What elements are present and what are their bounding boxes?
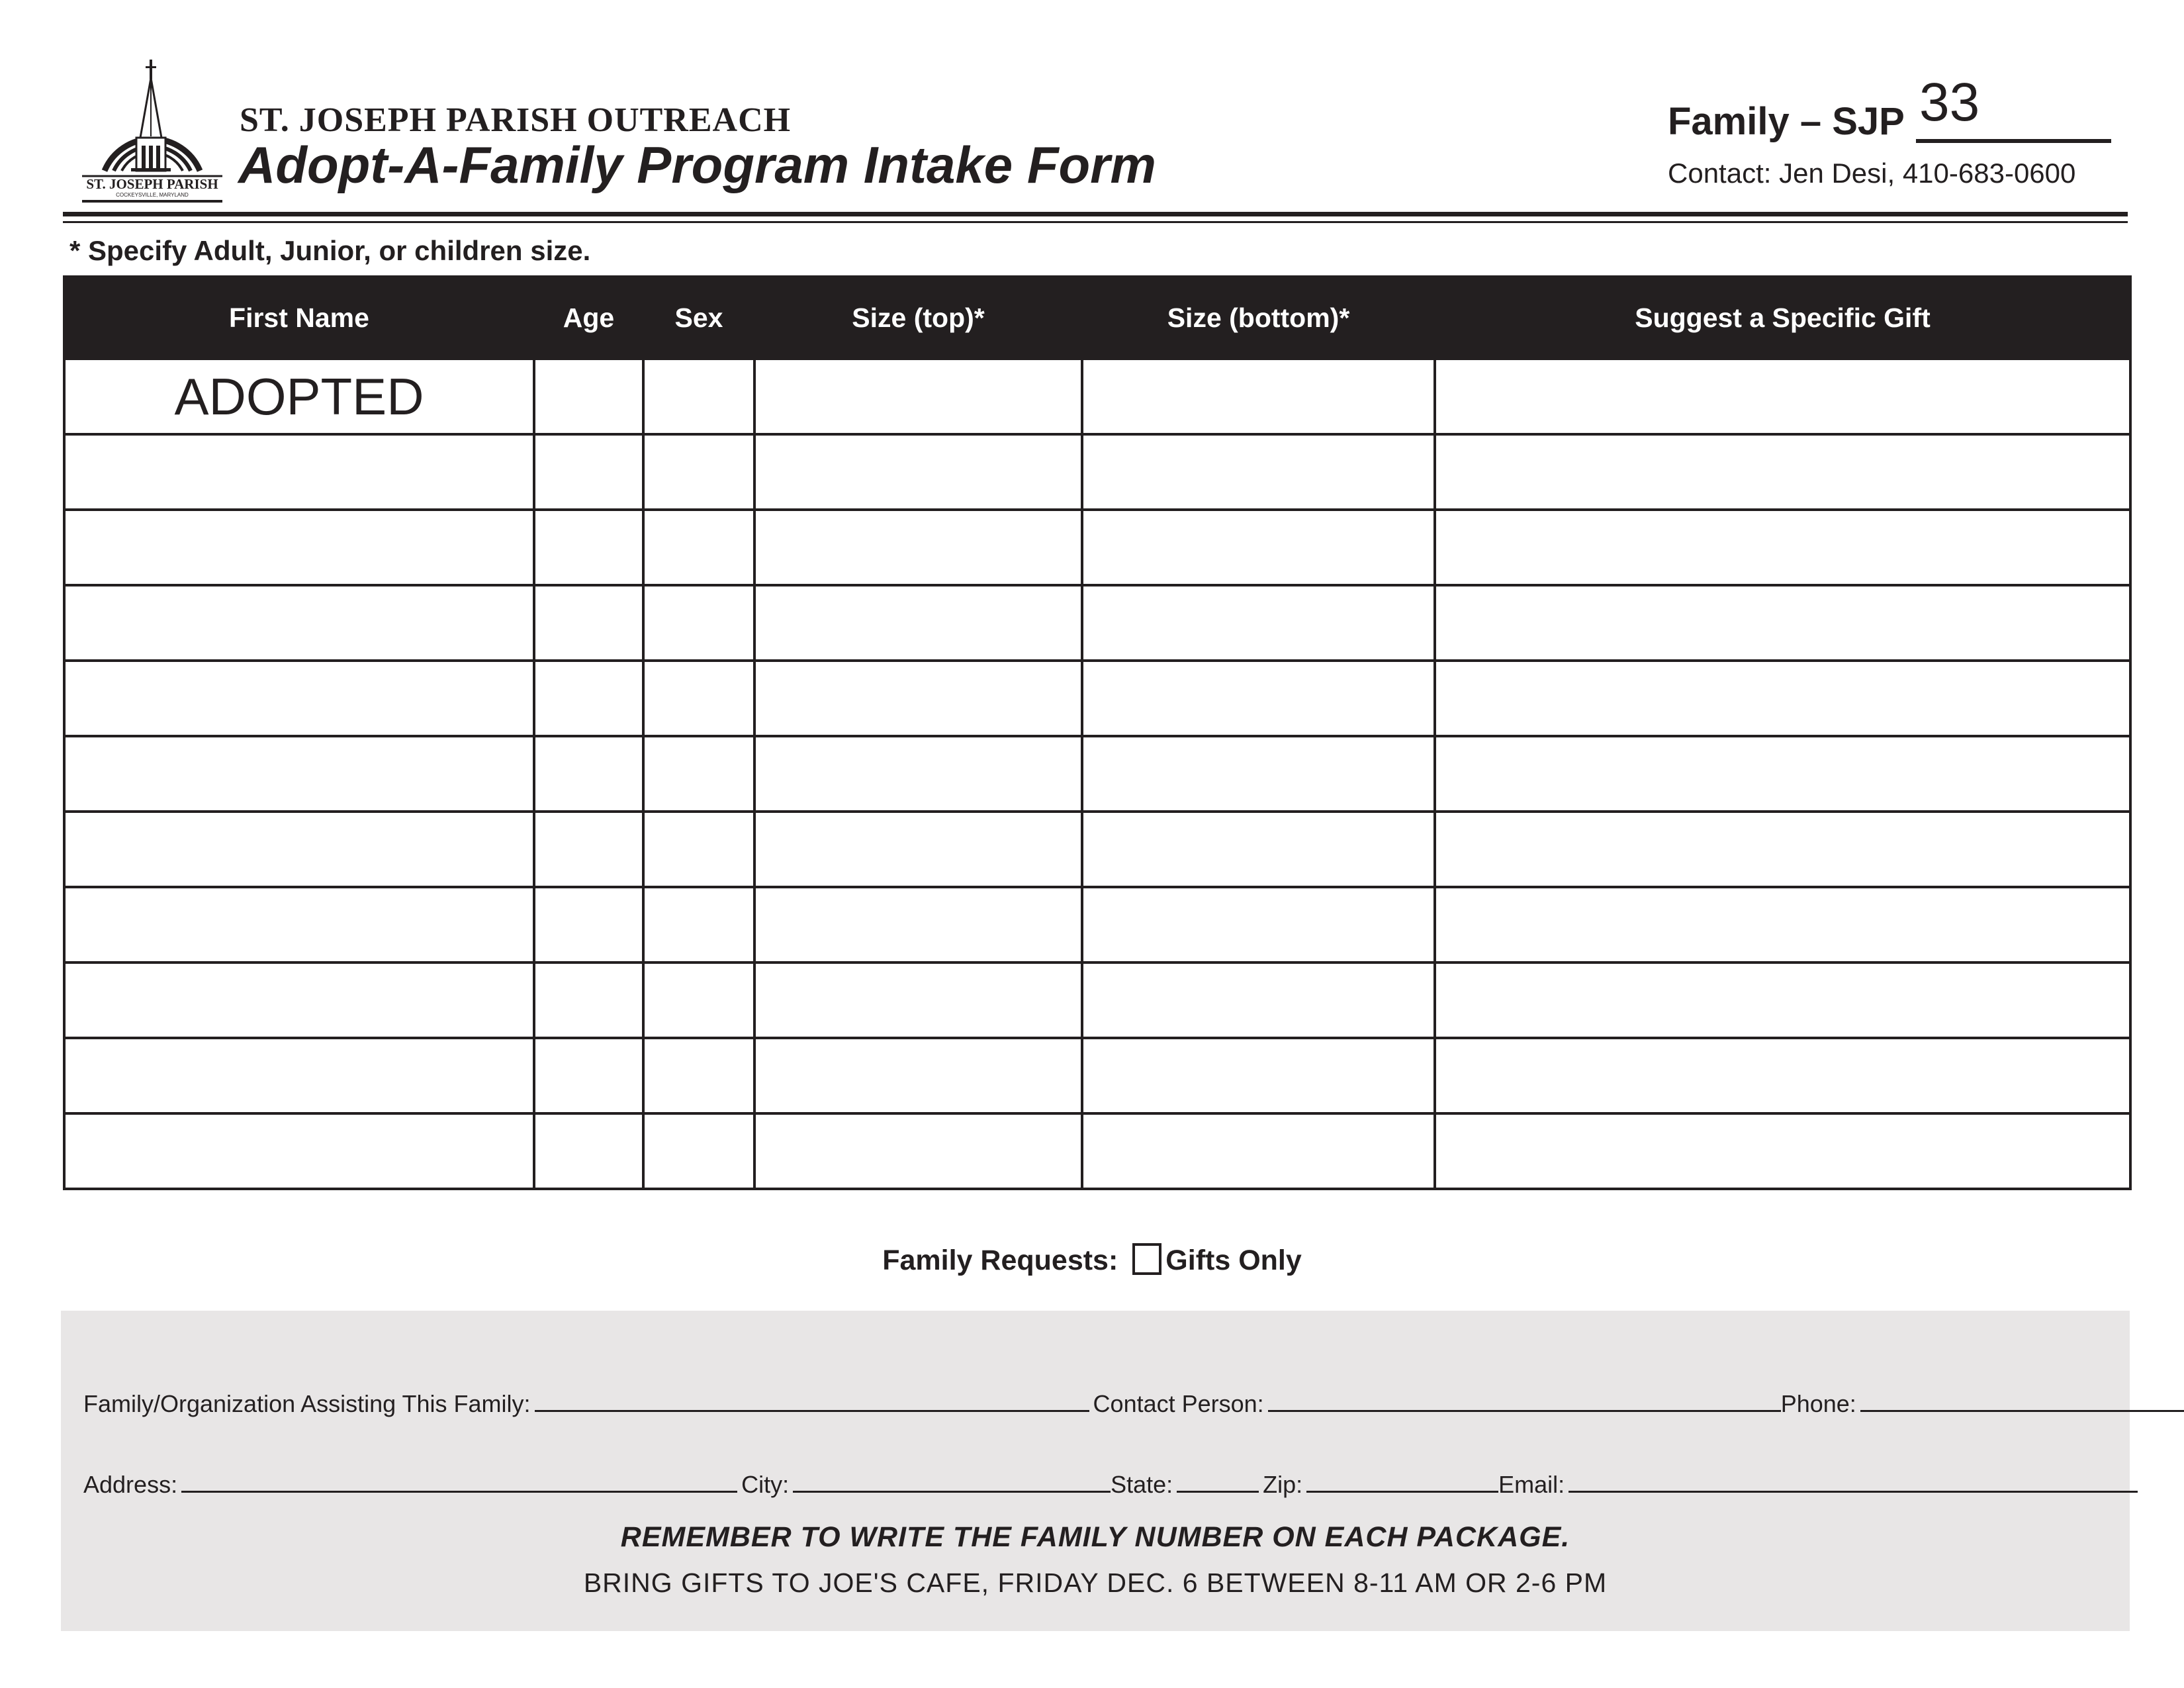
- cell-age[interactable]: [534, 812, 643, 887]
- assisting-family-panel: [61, 1311, 2130, 1631]
- logo-caption: ST. JOSEPH PARISH: [86, 176, 218, 192]
- cell-size-top[interactable]: [754, 359, 1082, 434]
- cell-first-name[interactable]: ADOPTED: [64, 359, 534, 434]
- size-note: * Specify Adult, Junior, or children size.: [69, 235, 591, 266]
- cell-age[interactable]: [534, 359, 643, 434]
- cell-gift[interactable]: [1435, 434, 2130, 510]
- cell-gift[interactable]: [1435, 736, 2130, 812]
- family-requests-label: Family Requests:: [882, 1244, 1118, 1276]
- zip-label: Zip:: [1263, 1471, 1303, 1498]
- cell-gift[interactable]: [1435, 962, 2130, 1038]
- cell-gift[interactable]: [1435, 359, 2130, 434]
- cell-sex[interactable]: [643, 585, 754, 661]
- cell-sex[interactable]: [643, 661, 754, 736]
- email-label: Email:: [1498, 1471, 1565, 1498]
- cell-size-bottom[interactable]: [1082, 434, 1435, 510]
- dropoff-instructions: BRING GIFTS TO JOE'S CAFE, FRIDAY DEC. 6 BETWEEN 8-11 AM OR 2-6 PM: [583, 1568, 1608, 1598]
- cell-size-bottom[interactable]: [1082, 812, 1435, 887]
- cell-first-name[interactable]: [64, 736, 534, 812]
- table-row: [64, 1113, 2130, 1189]
- gifts-only-label: Gifts Only: [1165, 1244, 1302, 1276]
- col-header-gift: Suggest a Specific Gift: [1435, 277, 2130, 359]
- state-label: State:: [1111, 1471, 1173, 1498]
- cell-gift[interactable]: [1435, 585, 2130, 661]
- cell-gift[interactable]: [1435, 661, 2130, 736]
- address-label: Address:: [83, 1471, 178, 1498]
- cell-age[interactable]: [534, 736, 643, 812]
- cell-first-name[interactable]: [64, 887, 534, 962]
- cell-size-bottom[interactable]: [1082, 1038, 1435, 1113]
- cell-first-name[interactable]: [64, 962, 534, 1038]
- cell-first-name[interactable]: [64, 510, 534, 585]
- address-field[interactable]: [181, 1470, 737, 1493]
- cell-age[interactable]: [534, 887, 643, 962]
- cell-size-bottom[interactable]: [1082, 736, 1435, 812]
- cell-gift[interactable]: [1435, 887, 2130, 962]
- cell-age[interactable]: [534, 1113, 643, 1189]
- col-header-sex: Sex: [643, 277, 754, 359]
- cell-size-top[interactable]: [754, 510, 1082, 585]
- cell-first-name[interactable]: [64, 661, 534, 736]
- contact-person-field[interactable]: [1268, 1389, 1781, 1412]
- cell-size-bottom[interactable]: [1082, 1113, 1435, 1189]
- cell-size-bottom[interactable]: [1082, 359, 1435, 434]
- col-header-age: Age: [534, 277, 643, 359]
- cell-first-name[interactable]: [64, 812, 534, 887]
- phone-field[interactable]: [1860, 1389, 2184, 1412]
- cell-sex[interactable]: [643, 962, 754, 1038]
- family-number-label: Family – SJP: [1668, 100, 1905, 143]
- cell-age[interactable]: [534, 1038, 643, 1113]
- cell-age[interactable]: [534, 585, 643, 661]
- cell-gift[interactable]: [1435, 1113, 2130, 1189]
- logo-subcaption: COCKEYSVILLE, MARYLAND: [116, 192, 189, 198]
- table-row: [64, 962, 2130, 1038]
- cell-gift[interactable]: [1435, 812, 2130, 887]
- package-reminder: REMEMBER TO WRITE THE FAMILY NUMBER ON EACH PACKAGE.: [620, 1521, 1570, 1553]
- parish-logo: [79, 58, 225, 205]
- cell-size-top[interactable]: [754, 962, 1082, 1038]
- cell-first-name[interactable]: [64, 1038, 534, 1113]
- col-header-first-name: First Name: [64, 277, 534, 359]
- assisting-label: Family/Organization Assisting This Family:: [83, 1390, 531, 1417]
- cell-sex[interactable]: [643, 1113, 754, 1189]
- contact-person-label: Contact Person:: [1093, 1390, 1264, 1417]
- org-name: ST. JOSEPH PARISH OUTREACH: [240, 101, 792, 139]
- cell-sex[interactable]: [643, 359, 754, 434]
- table-row: [64, 887, 2130, 962]
- gifts-only-checkbox[interactable]: [1132, 1243, 1161, 1275]
- phone-label: Phone:: [1780, 1390, 1856, 1417]
- header-divider-thin: [63, 221, 2128, 223]
- table-header-row: [64, 277, 2130, 359]
- assisting-row: [83, 1389, 2184, 1418]
- family-number-underline: [1916, 139, 2111, 143]
- city-field[interactable]: [793, 1470, 1111, 1493]
- cell-sex[interactable]: [643, 434, 754, 510]
- table-row: [64, 359, 2130, 434]
- city-label: City:: [741, 1471, 790, 1498]
- cell-age[interactable]: [534, 434, 643, 510]
- cell-size-bottom[interactable]: [1082, 887, 1435, 962]
- cell-sex[interactable]: [643, 887, 754, 962]
- cell-first-name[interactable]: [64, 585, 534, 661]
- cell-size-top[interactable]: [754, 736, 1082, 812]
- cell-age[interactable]: [534, 510, 643, 585]
- cell-size-bottom[interactable]: [1082, 510, 1435, 585]
- cell-size-top[interactable]: [754, 585, 1082, 661]
- form-title: Adopt-A-Family Program Intake Form: [238, 136, 1156, 194]
- cell-size-top[interactable]: [754, 812, 1082, 887]
- cell-age[interactable]: [534, 661, 643, 736]
- family-number-field[interactable]: 33: [1919, 72, 1980, 132]
- cell-size-bottom[interactable]: [1082, 661, 1435, 736]
- table-row: [64, 434, 2130, 510]
- cell-gift[interactable]: [1435, 510, 2130, 585]
- cell-size-bottom[interactable]: [1082, 962, 1435, 1038]
- cell-size-top[interactable]: [754, 434, 1082, 510]
- table-row: [64, 661, 2130, 736]
- col-header-size-top: Size (top)*: [754, 277, 1082, 359]
- table-row: [64, 812, 2130, 887]
- table-row: [64, 1038, 2130, 1113]
- cell-size-top[interactable]: [754, 1113, 1082, 1189]
- family-requests: [0, 1243, 2184, 1277]
- cell-first-name[interactable]: [64, 1113, 534, 1189]
- cell-first-name[interactable]: [64, 434, 534, 510]
- table-row: [64, 510, 2130, 585]
- cell-sex[interactable]: [643, 812, 754, 887]
- address-row: [83, 1470, 2142, 1499]
- table-row: [64, 736, 2130, 812]
- table-row: [64, 585, 2130, 661]
- cell-size-top[interactable]: [754, 1038, 1082, 1113]
- assisting-field[interactable]: [535, 1389, 1089, 1412]
- cell-sex[interactable]: [643, 510, 754, 585]
- cell-sex[interactable]: [643, 736, 754, 812]
- cell-sex[interactable]: [643, 1038, 754, 1113]
- email-field[interactable]: [1569, 1470, 2138, 1493]
- contact-info: Contact: Jen Desi, 410-683-0600: [1668, 158, 2076, 189]
- zip-field[interactable]: [1306, 1470, 1498, 1493]
- cell-size-bottom[interactable]: [1082, 585, 1435, 661]
- header-divider: [63, 212, 2128, 216]
- cell-age[interactable]: [534, 962, 643, 1038]
- cell-size-top[interactable]: [754, 887, 1082, 962]
- state-field[interactable]: [1177, 1470, 1259, 1493]
- cell-size-top[interactable]: [754, 661, 1082, 736]
- cell-gift[interactable]: [1435, 1038, 2130, 1113]
- intake-table: [63, 275, 2129, 1190]
- col-header-size-bottom: Size (bottom)*: [1082, 277, 1435, 359]
